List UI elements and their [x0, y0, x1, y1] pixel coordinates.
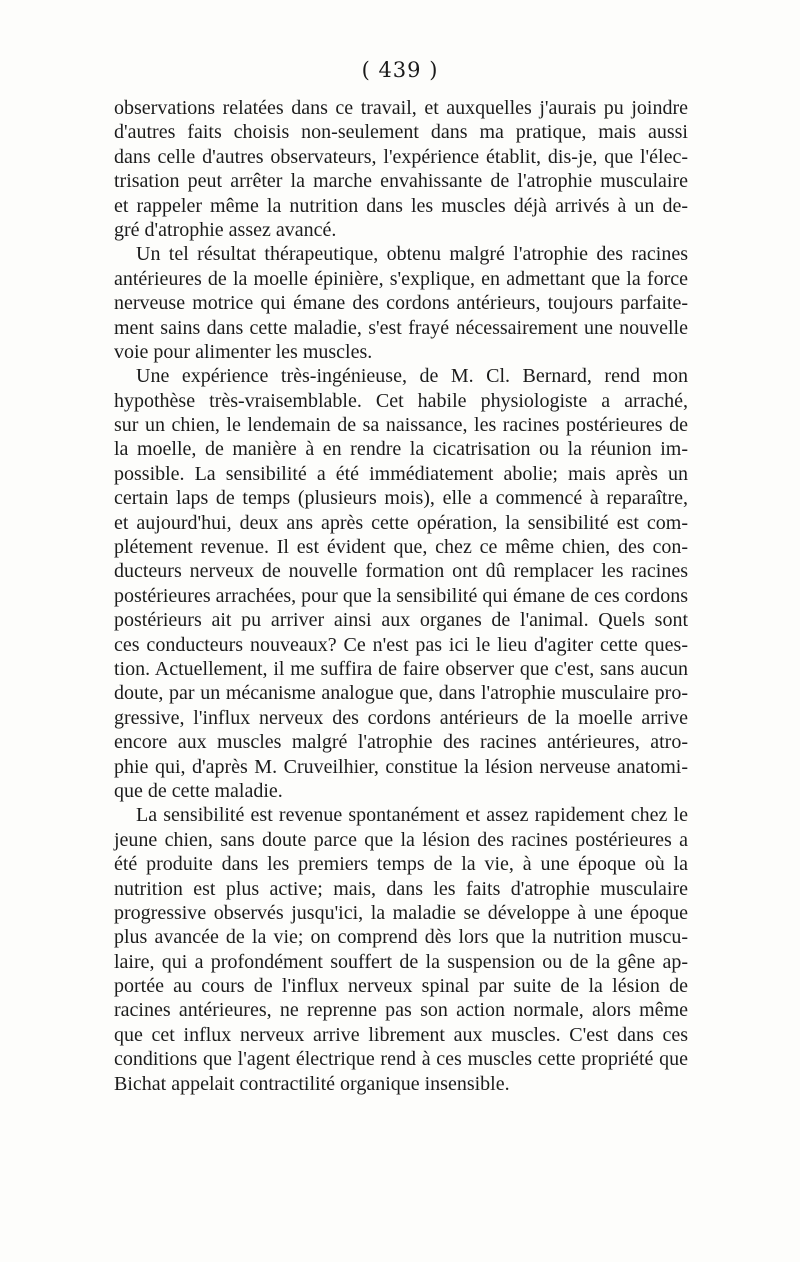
text-line: Bichat appelait contractilité organique insensible.	[114, 1072, 510, 1095]
text-line: plétement revenue. Il est évident que, chez ce même chien, des con-	[114, 536, 688, 559]
paragraph-2	[114, 242, 688, 364]
text-line: encore aux muscles malgré l'atrophie des racines antérieures, atro-	[114, 731, 688, 754]
text-line: possible. La sensibilité a été immédiatement abolie; mais après un	[114, 462, 688, 485]
text-line: doute, par un mécanisme analogue que, dans l'atrophie musculaire pro-	[114, 682, 688, 705]
text-line: certain laps de temps (plusieurs mois), elle a commencé à reparaître,	[114, 487, 688, 510]
paragraph-4	[114, 803, 688, 1096]
text-line: observations relatées dans ce travail, et auxquelles j'aurais pu joindre	[114, 97, 688, 119]
text-line: ces conducteurs nouveaux? Ce n'est pas ici le lieu d'agiter cette ques-	[114, 633, 688, 656]
text-line: racines antérieures, ne reprenne pas son action normale, alors même	[114, 999, 688, 1022]
text-line: nerveuse motrice qui émane des cordons antérieurs, toujours parfaite-	[114, 292, 688, 315]
text-line: dans celle d'autres observateurs, l'expérience établit, dis-je, que l'élec-	[114, 145, 688, 168]
text-line: gré d'atrophie assez avancé.	[114, 218, 337, 241]
text-line: conditions que l'agent électrique rend à ces muscles cette propriété que	[114, 1048, 688, 1071]
text-line: ducteurs nerveux de nouvelle formation ont dû remplacer les racines	[114, 560, 688, 583]
text-line: plus avancée de la vie; on comprend dès lors que la nutrition muscu-	[114, 926, 688, 949]
text-line: voie pour alimenter les muscles.	[114, 340, 373, 363]
text-line: sur un chien, le lendemain de sa naissance, les racines postérieures de	[114, 414, 688, 437]
text-line: nutrition est plus active; mais, dans les faits d'atrophie musculaire	[114, 877, 688, 900]
text-line: été produite dans les premiers temps de la vie, à une époque où la	[114, 853, 688, 876]
text-line: que de cette maladie.	[114, 779, 283, 802]
text-line: d'autres faits choisis non-seulement dans ma pratique, mais aussi	[114, 121, 688, 144]
body-text	[114, 96, 688, 1096]
text-line: la moelle, de manière à en rendre la cicatrisation ou la réunion im-	[114, 438, 688, 461]
text-line: hypothèse très-vraisemblable. Cet habile physiologiste a arraché,	[114, 389, 688, 412]
paragraph-3	[114, 364, 688, 803]
text-line: postérieures arrachées, pour que la sensibilité qui émane de ces cordons	[114, 584, 688, 607]
text-line: Un tel résultat thérapeutique, obtenu malgré l'atrophie des racines	[136, 243, 688, 266]
text-line: phie qui, d'après M. Cruveilhier, constitue la lésion nerveuse anatomi-	[114, 755, 688, 778]
text-line: La sensibilité est revenue spontanément et assez rapidement chez le	[136, 804, 688, 827]
text-line: portée au cours de l'influx nerveux spinal par suite de la lésion de	[114, 975, 688, 998]
text-line: Une expérience très-ingénieuse, de M. Cl. Bernard, rend mon	[136, 365, 688, 388]
text-line: antérieures de la moelle épinière, s'explique, en admettant que la force	[114, 267, 688, 290]
text-line: postérieurs ait pu arriver ainsi aux organes de l'animal. Quels sont	[114, 609, 688, 632]
text-line: jeune chien, sans doute parce que la lésion des racines postérieures a	[114, 828, 688, 851]
page-number: ( 439 )	[361, 58, 439, 82]
text-line: et rappeler même la nutrition dans les muscles déjà arrivés à un de-	[114, 194, 688, 217]
text-line: gressive, l'influx nerveux des cordons antérieurs de la moelle arrive	[114, 706, 688, 729]
paragraph-1	[114, 96, 688, 242]
text-line: ment sains dans cette maladie, s'est frayé nécessairement une nouvelle	[114, 316, 688, 339]
text-line: tion. Actuellement, il me suffira de faire observer que c'est, sans aucun	[114, 657, 688, 680]
text-line: trisation peut arrêter la marche envahissante de l'atrophie musculaire	[114, 170, 688, 193]
text-line: et aujourd'hui, deux ans après cette opération, la sensibilité est com-	[114, 511, 688, 534]
text-line: que cet influx nerveux arrive librement aux muscles. C'est dans ces	[114, 1023, 688, 1046]
text-line: laire, qui a profondément souffert de la suspension ou de la gêne ap-	[114, 950, 688, 973]
text-line: progressive observés jusqu'ici, la maladie se développe à une époque	[114, 901, 688, 924]
